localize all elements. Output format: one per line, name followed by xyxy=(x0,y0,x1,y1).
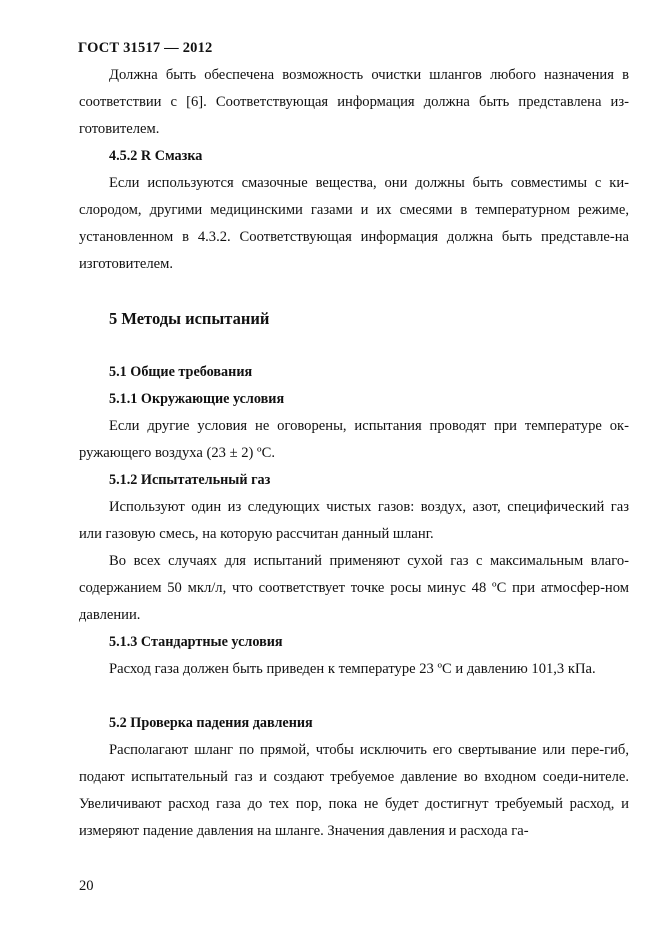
paragraph-pressure-drop: Располагают шланг по прямой, чтобы исключить его свертывание или пере-гиб, подают испытательный газ и создают требуемое давление во входном соеди-нителе. Увеличивают расход газа до тех пор, пока не будет достигнут требуемый расход, и измеряют падение давления на шланге. Значения давления и расхода га- xyxy=(79,742,629,839)
document-header: ГОСТ 31517 — 2012 xyxy=(78,40,213,56)
heading-5-2: 5.2 Проверка падения давления xyxy=(109,715,313,731)
page-number: 20 xyxy=(79,878,94,894)
section-heading-5: 5 Методы испытаний xyxy=(109,309,270,328)
paragraph-cleaning: Должна быть обеспечена возможность очистки шлангов любого назначения в соответствии с [6]. Соответствующая информация должна быть представлена из-готовителем. xyxy=(79,67,629,137)
paragraph-dry-gas: Во всех случаях для испытаний применяют сухой газ с максимальным влаго-содержанием 50 мкл/л, что соответствует точке росы минус 48 ºС при атмосфер-ном давлении. xyxy=(79,553,629,623)
paragraph-lubrication: Если используются смазочные вещества, они должны быть совместимы с ки-слородом, другими медицинскими газами и их смесями в температурном режиме, установленном в 4.3.2. Соответствующая информация должна быть представле-на изготовителем. xyxy=(79,175,629,272)
heading-5-1: 5.1 Общие требования xyxy=(109,364,253,380)
heading-4-5-2: 4.5.2 R Смазка xyxy=(109,148,203,164)
paragraph-ambient: Если другие условия не оговорены, испытания проводят при температуре ок-ружающего воздуха (23 ± 2) ºС. xyxy=(79,418,629,461)
paragraph-standard-conditions: Расход газа должен быть приведен к температуре 23 ºС и давлению 101,3 кПа. xyxy=(109,661,596,677)
page-body xyxy=(79,62,629,845)
heading-5-1-1: 5.1.1 Окружающие условия xyxy=(109,391,285,407)
paragraph-test-gas: Используют один из следующих чистых газов: воздух, азот, специфический газ или газовую смесь, на которую рассчитан данный шланг. xyxy=(79,499,629,542)
heading-5-1-2: 5.1.2 Испытательный газ xyxy=(109,472,271,488)
heading-5-1-3: 5.1.3 Стандартные условия xyxy=(109,634,283,650)
